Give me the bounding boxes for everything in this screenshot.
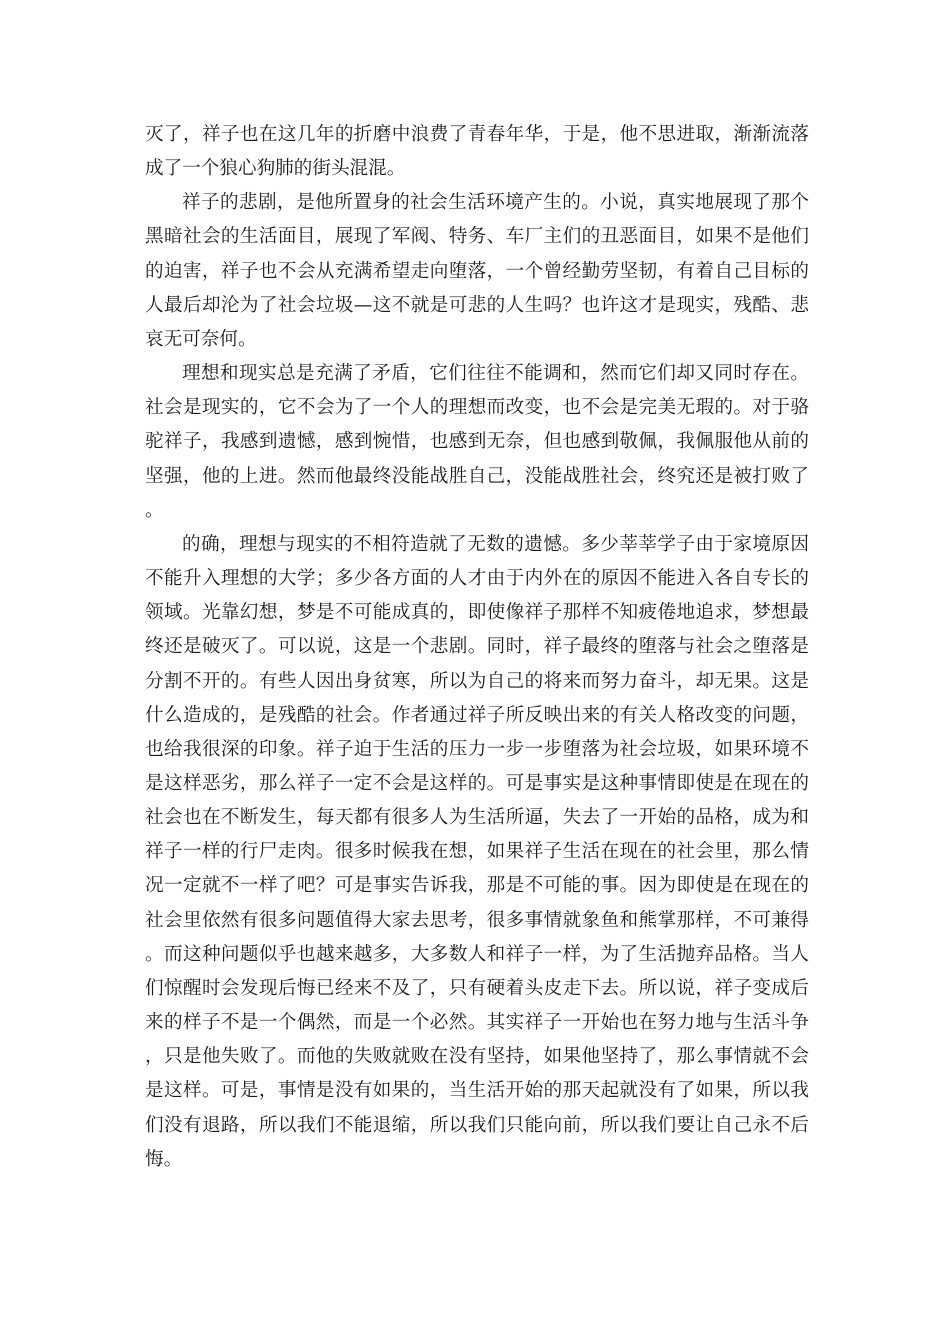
paragraph-continuation: 灭了，祥子也在这几年的折磨中浪费了青春年华，于是，他不思进取，渐渐流落成了一个狼心狗肺的街头混混。 <box>145 124 809 180</box>
paragraph-regret: 的确，理想与现实的不相符造就了无数的遗憾。多少莘莘学子由于家境原因不能升入理想的大学；多少各方面的人才由于内外在的原因不能进入各自专长的领域。光靠幻想，梦是不可能成真的，即使像祥子那样不知疲倦地追求，梦想最终还是破灭了。可以说，这是一个悲剧。同时，祥子最终的堕落与社会之堕落是分割不开的。有些人因出身贫寒，所以为自己的将来而努力奋斗，却无果。这是什么造成的，是残酷的社会。作者通过祥子所反映出来的有关人格改变的问题，也给我很深的印象。祥子迫于生活的压力一步一步堕落为社会垃圾，如果环境不是这样恶劣，那么祥子一定不会是这样的。可是事实是这种事情即使是在现在的社会也在不断发生，每天都有很多人为生活所逼，失去了一开始的品格，成为和祥子一样的行尸走肉。很多时候我在想，如果祥子生活在现在的社会里，那么情况一定就不一样了吧？可是事实告诉我，那是不可能的事。因为即使是在现在的社会里依然有很多问题值得大家去思考，很多事情就象鱼和熊掌那样，不可兼得。而这种问题似乎也越来越多，大多数人和祥子一样，为了生活抛弃品格。当人们惊醒时会发现后悔已经来不及了，只有硬着头皮走下去。所以说，祥子变成后来的样子不是一个偶然，而是一个必然。其实祥子一开始也在努力地与生活斗争，只是他失败了。而他的失败就败在没有坚持，如果他坚持了，那么事情就不会是这样。可是，事情是没有如果的，当生活开始的那天起就没有了如果，所以我们没有退路，所以我们不能退缩，所以我们只能向前，所以我们要让自己永不后悔。 <box>145 533 809 1170</box>
paragraph-ideal-reality: 理想和现实总是充满了矛盾，它们往往不能调和，然而它们却又同时存在。社会是现实的，它不会为了一个人的理想而改变，也不会是完美无瑕的。对于骆驼祥子，我感到遗憾，感到惋惜，也感到无奈，但也感到敬佩，我佩服他从前的坚强，他的上进。然而他最终没能战胜自己，没能战胜社会，终究还是被打败了。 <box>145 363 809 521</box>
paragraph-tragedy: 祥子的悲剧，是他所置身的社会生活环境产生的。小说，真实地展现了那个黑暗社会的生活面目，展现了军阀、特务、车厂主们的丑恶面目，如果不是他们的迫害，祥子也不会从充满希望走向堕落，一个曾经勤劳坚韧，有着自己目标的人最后却沦为了社会垃圾—这不就是可悲的人生吗？也许这才是现实，残酷、悲哀无可奈何。 <box>145 192 809 350</box>
document-body <box>145 118 809 1177</box>
